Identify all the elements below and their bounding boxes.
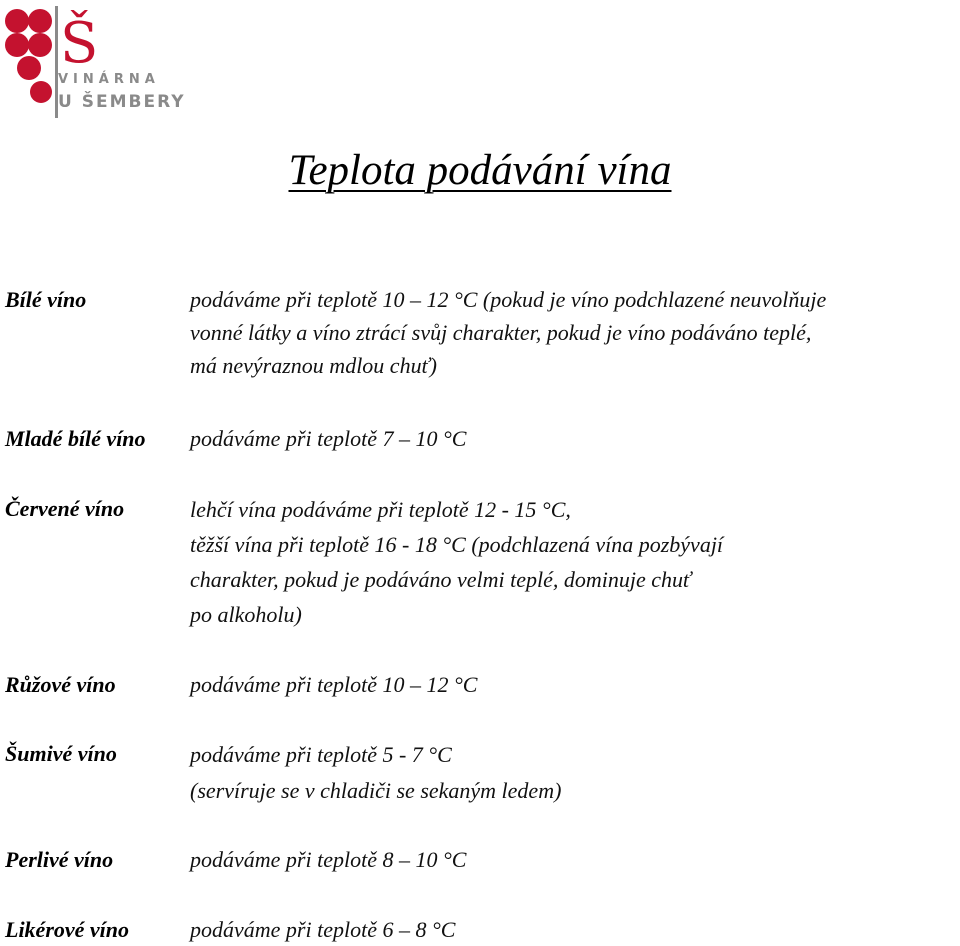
desc-line: charakter, pokud je podáváno velmi teplé, dominuje chuť — [190, 567, 692, 592]
desc-line: vonné látky a víno ztrácí svůj charakter, pokud je víno podáváno teplé, — [190, 320, 812, 345]
desc-line: podáváme při teplotě 10 – 12 °C (pokud je víno podchlazené neuvolňuje — [190, 287, 827, 312]
wine-desc-white — [190, 283, 826, 382]
desc-line: těžší vína při teplotě 16 - 18 °C (podchlazená vína pozbývají — [190, 532, 724, 557]
wine-label-rose: Růžové víno — [5, 672, 116, 697]
wine-label-red: Červené víno — [5, 496, 125, 521]
wine-label-sparkling: Šumivé víno — [5, 741, 117, 766]
desc-line: podáváme při teplotě 6 – 8 °C — [190, 917, 456, 942]
desc-line: podáváme při teplotě 10 – 12 °C — [190, 672, 478, 697]
wine-desc-red — [190, 492, 723, 632]
desc-line: má nevýraznou mdlou chuť) — [190, 353, 437, 378]
desc-line: (servíruje se v chladiči se sekaným ledem) — [190, 778, 562, 803]
logo-text-vinarna: VINÁRNA — [58, 72, 160, 87]
wine-label-young-white: Mladé bílé víno — [5, 426, 146, 451]
wine-label-white: Bílé víno — [5, 287, 87, 312]
logo-emblem-letter: Š — [60, 11, 99, 76]
desc-line: po alkoholu) — [190, 602, 302, 627]
wine-label-liqueur: Likérové víno — [5, 917, 130, 942]
logo-text-u-sembery: U ŠEMBERY — [58, 92, 186, 112]
wine-desc-young-white — [190, 422, 466, 455]
wine-desc-rose — [190, 668, 477, 701]
desc-line: podáváme při teplotě 7 – 10 °C — [190, 426, 467, 451]
desc-line: podáváme při teplotě 8 – 10 °C — [190, 847, 467, 872]
logo — [0, 0, 186, 125]
wine-desc-sparkling — [190, 737, 561, 809]
wine-label-semi-sparkling: Perlivé víno — [5, 847, 114, 872]
desc-line: lehčí vína podáváme při teplotě 12 - 15 °C, — [190, 497, 571, 522]
desc-line: podáváme při teplotě 5 - 7 °C — [190, 742, 452, 767]
wine-desc-semi-sparkling — [190, 843, 466, 876]
wine-desc-liqueur — [190, 913, 455, 946]
page-title: Teplota podávání vína — [288, 147, 672, 194]
